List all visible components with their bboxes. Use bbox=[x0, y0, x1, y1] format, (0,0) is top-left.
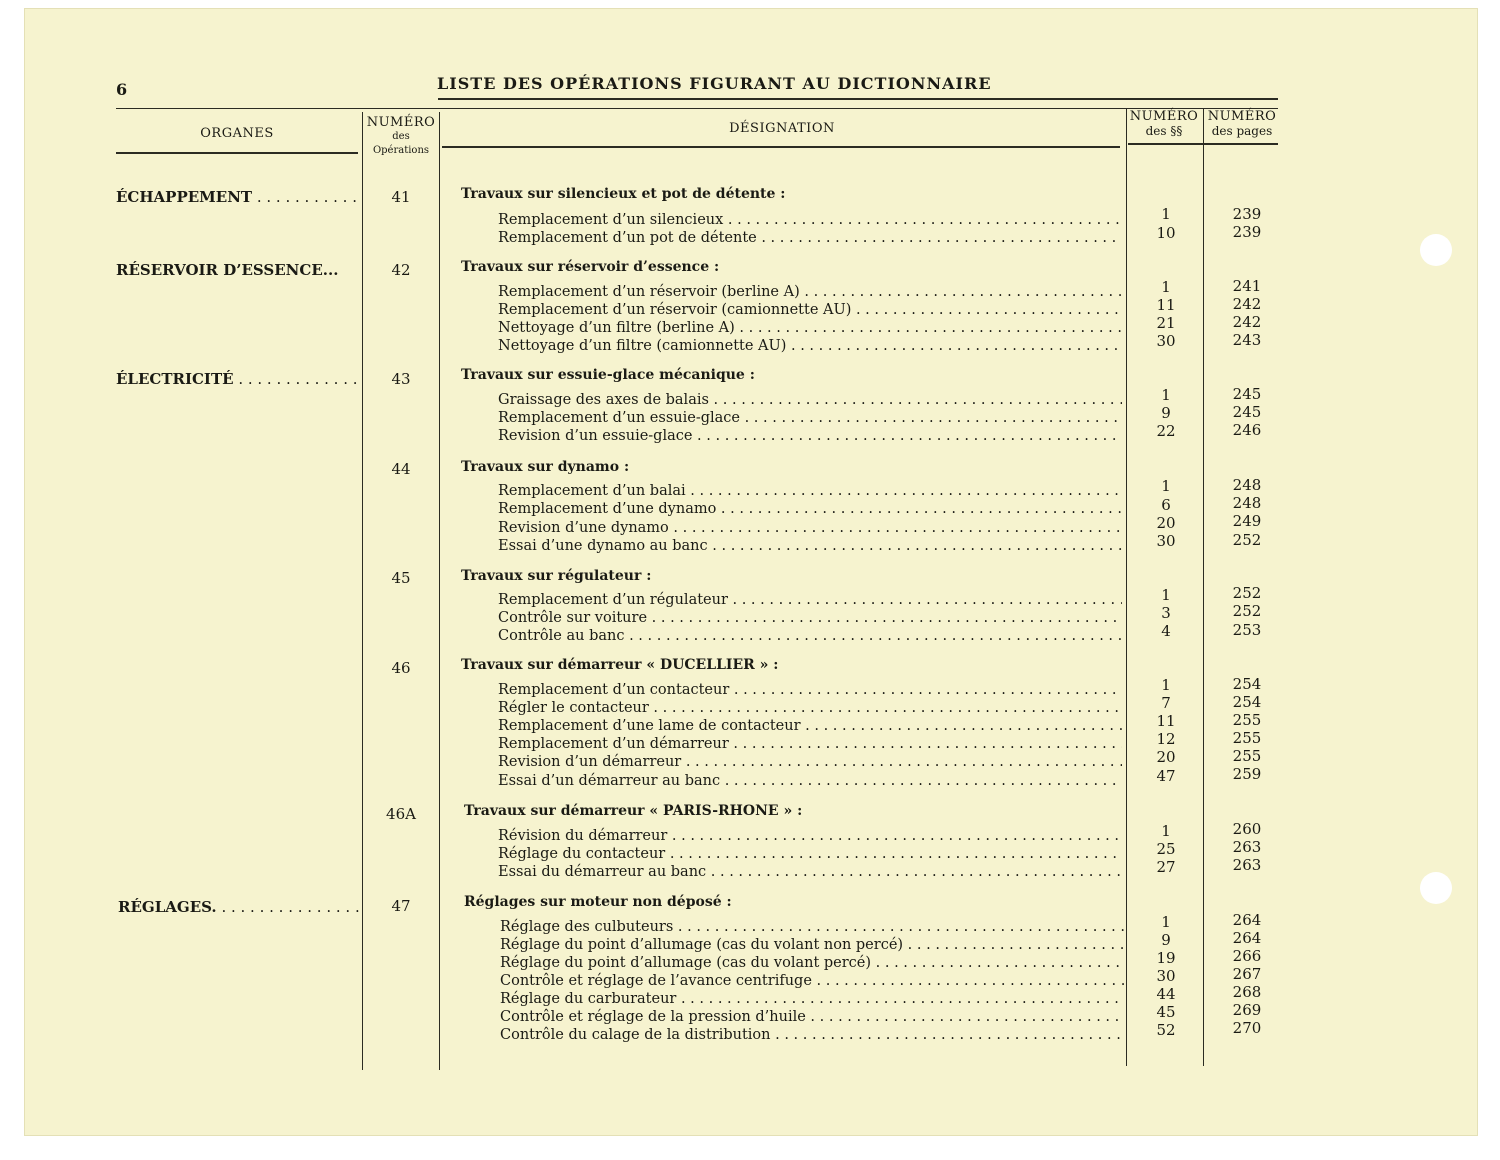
op-page: 268 bbox=[1232, 983, 1262, 1001]
op-item: Revision d’une dynamo . . . bbox=[498, 519, 1122, 537]
binder-hole-bottom bbox=[1420, 872, 1452, 904]
op-page: 239 bbox=[1232, 223, 1262, 241]
page-number: 6 bbox=[116, 80, 128, 99]
op-page: 241 bbox=[1232, 277, 1262, 295]
col-header-designation bbox=[440, 121, 1124, 136]
organ-echappement: ÉCHAPPEMENT . . . bbox=[116, 188, 358, 206]
op-para: 11 bbox=[1156, 296, 1176, 314]
col-header-num-pages-line2: des pages bbox=[1211, 124, 1273, 138]
op-page: 269 bbox=[1232, 1001, 1262, 1019]
op-page: 263 bbox=[1232, 838, 1262, 856]
organ-electricite: ÉLECTRICITÉ . . . bbox=[116, 370, 358, 388]
op-title: Travaux sur démarreur « PARIS-RHONE » : bbox=[464, 803, 803, 819]
op-para: 6 bbox=[1161, 496, 1171, 514]
col-header-num-pages-line1: NUMÉRO bbox=[1207, 109, 1277, 124]
op-para: 1 bbox=[1161, 913, 1171, 931]
col-rule-1 bbox=[362, 112, 363, 1070]
op-item: Contrôle au banc . . . bbox=[498, 627, 1122, 645]
op-page: 260 bbox=[1232, 820, 1262, 838]
op-number: 41 bbox=[391, 188, 411, 206]
op-item: Revision d’un démarreur . . . bbox=[498, 753, 1122, 771]
op-para: 1 bbox=[1161, 278, 1171, 296]
op-item: Remplacement d’un balai . . . bbox=[498, 482, 1122, 500]
header-rule-designation bbox=[442, 146, 1120, 148]
col-header-designation-label: DÉSIGNATION bbox=[729, 121, 835, 136]
op-page: 252 bbox=[1232, 602, 1262, 620]
col-rule-2 bbox=[439, 112, 440, 1070]
page-title: LISTE DES OPÉRATIONS FIGURANT AU DICTIONNAIRE bbox=[437, 74, 992, 93]
op-para: 12 bbox=[1156, 730, 1176, 748]
op-page: 259 bbox=[1232, 765, 1262, 783]
organ-reglages: RÉGLAGES. . . . bbox=[118, 898, 360, 916]
header-rule-organes bbox=[116, 152, 358, 154]
op-page: 242 bbox=[1232, 295, 1262, 313]
op-para: 45 bbox=[1156, 1003, 1176, 1021]
col-header-num-para bbox=[1126, 110, 1202, 138]
op-page: 243 bbox=[1232, 331, 1262, 349]
op-page: 254 bbox=[1232, 693, 1262, 711]
op-item: Remplacement d’un réservoir (camionnette AU) . . . bbox=[498, 301, 1122, 319]
op-item: Révision du démarreur . . . bbox=[498, 827, 1122, 845]
op-item: Contrôle sur voiture . . . bbox=[498, 609, 1122, 627]
op-title: Travaux sur silencieux et pot de détente : bbox=[461, 186, 786, 202]
col-header-organes bbox=[116, 126, 358, 141]
op-page: 267 bbox=[1232, 965, 1262, 983]
col-header-organes-label: ORGANES bbox=[200, 126, 274, 141]
op-page: 252 bbox=[1232, 531, 1262, 549]
op-para: 1 bbox=[1161, 386, 1171, 404]
op-item: Graissage des axes de balais . . . bbox=[498, 391, 1122, 409]
op-item: Réglage du point d’allumage (cas du volant non percé) . . . bbox=[500, 936, 1124, 954]
op-item: Remplacement d’un silencieux . . . bbox=[498, 211, 1122, 229]
op-page: 248 bbox=[1232, 476, 1262, 494]
col-header-num-op bbox=[364, 116, 438, 158]
op-page: 255 bbox=[1232, 729, 1262, 747]
op-para: 10 bbox=[1156, 224, 1176, 242]
op-item: Remplacement d’un pot de détente . . . bbox=[498, 229, 1122, 247]
op-para: 20 bbox=[1156, 514, 1176, 532]
op-page: 255 bbox=[1232, 747, 1262, 765]
col-rule-3 bbox=[1126, 108, 1127, 1066]
op-page: 248 bbox=[1232, 494, 1262, 512]
op-para: 47 bbox=[1156, 767, 1176, 785]
op-item: Remplacement d’un essuie-glace . . . bbox=[498, 409, 1122, 427]
op-para: 11 bbox=[1156, 712, 1176, 730]
op-para: 3 bbox=[1161, 604, 1171, 622]
op-para: 30 bbox=[1156, 967, 1176, 985]
op-page: 249 bbox=[1232, 512, 1262, 530]
op-item: Remplacement d’une lame de contacteur . . . bbox=[498, 717, 1122, 735]
op-item: Remplacement d’un régulateur . . . bbox=[498, 591, 1122, 609]
title-rule-thick bbox=[438, 98, 1278, 100]
op-para: 1 bbox=[1161, 822, 1171, 840]
op-item: Réglage du carburateur . . . bbox=[500, 990, 1124, 1008]
op-para: 20 bbox=[1156, 748, 1176, 766]
op-number: 43 bbox=[391, 370, 411, 388]
op-item: Essai du démarreur au banc . . . bbox=[498, 863, 1122, 881]
op-item: Essai d’une dynamo au banc . . . bbox=[498, 537, 1122, 555]
op-item: Réglage du contacteur . . . bbox=[498, 845, 1122, 863]
op-number: 46 bbox=[391, 659, 411, 677]
op-title: Travaux sur réservoir d’essence : bbox=[461, 259, 720, 275]
op-para: 30 bbox=[1156, 532, 1176, 550]
op-item: Essai d’un démarreur au banc . . . bbox=[498, 772, 1122, 790]
op-para: 7 bbox=[1161, 694, 1171, 712]
op-page: 239 bbox=[1232, 205, 1262, 223]
op-page: 255 bbox=[1232, 711, 1262, 729]
organ-reservoir: RÉSERVOIR D’ESSENCE... bbox=[116, 261, 339, 279]
title-rule-thin bbox=[116, 108, 1278, 109]
op-item: Remplacement d’un réservoir (berline A) . . . bbox=[498, 283, 1122, 301]
op-para: 19 bbox=[1156, 949, 1176, 967]
op-para: 44 bbox=[1156, 985, 1176, 1003]
op-para: 21 bbox=[1156, 314, 1176, 332]
op-page: 254 bbox=[1232, 675, 1262, 693]
op-para: 4 bbox=[1161, 622, 1171, 640]
op-para: 9 bbox=[1161, 404, 1171, 422]
op-item: Nettoyage d’un filtre (camionnette AU) . . . bbox=[498, 337, 1122, 355]
op-title: Travaux sur essuie-glace mécanique : bbox=[461, 367, 755, 383]
op-page: 245 bbox=[1232, 385, 1262, 403]
op-number: 47 bbox=[391, 897, 411, 915]
op-para: 1 bbox=[1161, 676, 1171, 694]
op-number: 42 bbox=[391, 261, 411, 279]
op-para: 52 bbox=[1156, 1021, 1176, 1039]
op-item: Contrôle du calage de la distribution . . . bbox=[500, 1026, 1124, 1044]
op-page: 242 bbox=[1232, 313, 1262, 331]
op-item: Réglage du point d’allumage (cas du volant percé) . . . bbox=[500, 954, 1124, 972]
op-para: 25 bbox=[1156, 840, 1176, 858]
op-page: 263 bbox=[1232, 856, 1262, 874]
op-page: 252 bbox=[1232, 584, 1262, 602]
op-page: 264 bbox=[1232, 929, 1262, 947]
op-title: Travaux sur régulateur : bbox=[461, 568, 652, 584]
op-page: 245 bbox=[1232, 403, 1262, 421]
op-para: 30 bbox=[1156, 332, 1176, 350]
col-header-num-op-line1: NUMÉRO bbox=[366, 115, 436, 130]
op-number: 44 bbox=[391, 460, 411, 478]
op-page: 270 bbox=[1232, 1019, 1262, 1037]
op-item: Remplacement d’un contacteur . . . bbox=[498, 681, 1122, 699]
col-header-num-para-line2: des §§ bbox=[1145, 124, 1183, 138]
op-item: Contrôle et réglage de la pression d’huile . . . bbox=[500, 1008, 1124, 1026]
binder-hole-top bbox=[1420, 234, 1452, 266]
col-header-num-para-line1: NUMÉRO bbox=[1129, 109, 1199, 124]
op-item: Régler le contacteur . . . bbox=[498, 699, 1122, 717]
op-title: Travaux sur dynamo : bbox=[461, 459, 630, 475]
op-number: 45 bbox=[391, 569, 411, 587]
op-item: Revision d’un essuie-glace . . . bbox=[498, 427, 1122, 445]
col-header-num-op-line2: des Opérations bbox=[372, 131, 430, 156]
op-para: 27 bbox=[1156, 858, 1176, 876]
op-page: 266 bbox=[1232, 947, 1262, 965]
op-page: 253 bbox=[1232, 621, 1262, 639]
op-title: Travaux sur démarreur « DUCELLIER » : bbox=[461, 657, 779, 673]
op-item: Nettoyage d’un filtre (berline A) . . . bbox=[498, 319, 1122, 337]
op-para: 22 bbox=[1156, 422, 1176, 440]
op-item: Remplacement d’un démarreur . . . bbox=[498, 735, 1122, 753]
op-title: Réglages sur moteur non déposé : bbox=[464, 894, 732, 910]
op-para: 1 bbox=[1161, 205, 1171, 223]
col-rule-4 bbox=[1203, 108, 1204, 1066]
op-page: 246 bbox=[1232, 421, 1262, 439]
op-para: 1 bbox=[1161, 586, 1171, 604]
op-page: 264 bbox=[1232, 911, 1262, 929]
op-number: 46A bbox=[386, 805, 416, 823]
op-para: 9 bbox=[1161, 931, 1171, 949]
col-header-num-pages bbox=[1204, 110, 1280, 138]
op-item: Contrôle et réglage de l’avance centrifuge . . . bbox=[500, 972, 1124, 990]
op-para: 1 bbox=[1161, 477, 1171, 495]
op-item: Réglage des culbuteurs . . . bbox=[500, 918, 1124, 936]
op-item: Remplacement d’une dynamo . . . bbox=[498, 500, 1122, 518]
